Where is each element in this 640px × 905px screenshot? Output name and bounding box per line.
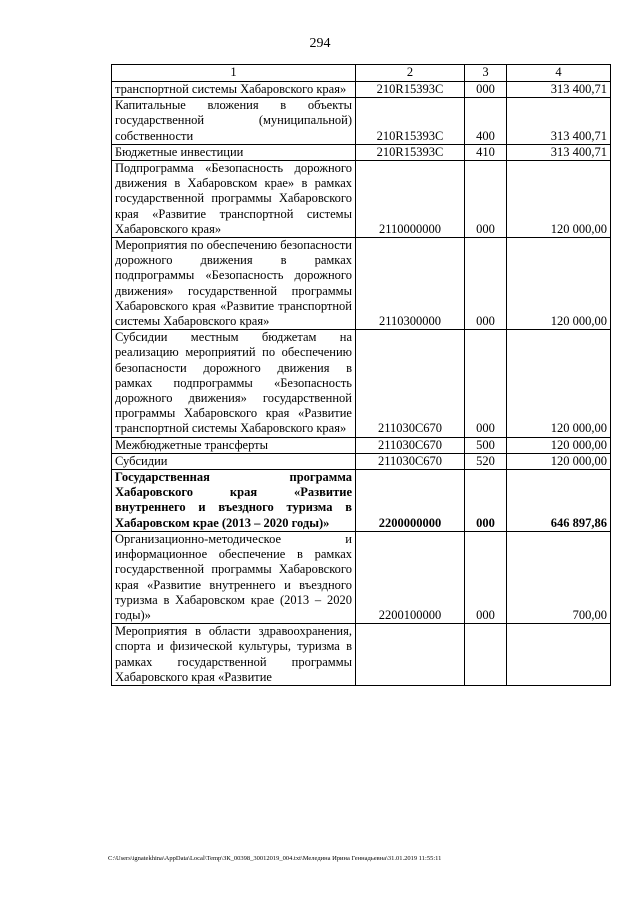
- row-code-cell: 2200100000: [356, 531, 465, 623]
- row-code-cell: 2110000000: [356, 161, 465, 238]
- row-type-cell: [465, 624, 507, 686]
- row-type-cell: 000: [465, 330, 507, 437]
- row-code-cell: 211030С670: [356, 330, 465, 437]
- header-cell-name: 1: [112, 65, 356, 82]
- table-row: [112, 437, 611, 453]
- table-header-row: [112, 65, 611, 82]
- row-name-cell: Бюджетные инвестиции: [112, 144, 356, 160]
- table-row: [112, 238, 611, 330]
- table-row: [112, 161, 611, 238]
- row-code-cell: [356, 624, 465, 686]
- row-amount-cell: 120 000,00: [507, 161, 611, 238]
- header-cell-code: 2: [356, 65, 465, 82]
- row-type-cell: 000: [465, 238, 507, 330]
- row-name-cell: Мероприятия в области здравоохранения, спорта и физической культуры, туризма в рамках государственной программы Хабаровского края «Развитие: [112, 624, 356, 686]
- row-amount-cell: 313 400,71: [507, 82, 611, 98]
- header-cell-type: 3: [465, 65, 507, 82]
- row-amount-cell: 120 000,00: [507, 330, 611, 437]
- row-type-cell: 000: [465, 470, 507, 532]
- row-name-cell: Мероприятия по обеспечению безопасности дорожного движения в рамках подпрограммы «Безопасность дорожного движения» государственной программы Хабаровского края «Развитие транспортной системы Хабаровского края»: [112, 238, 356, 330]
- row-name-cell: Межбюджетные трансферты: [112, 437, 356, 453]
- row-amount-cell: 646 897,86: [507, 470, 611, 532]
- table-row: [112, 144, 611, 160]
- row-amount-cell: [507, 624, 611, 686]
- row-code-cell: 210R15393C: [356, 82, 465, 98]
- row-name-cell: Государственная программа Хабаровского края «Развитие внутреннего и въездного туризма в Хабаровском крае (2013 – 2020 годы)»: [112, 470, 356, 532]
- row-type-cell: 410: [465, 144, 507, 160]
- table-row: [112, 624, 611, 686]
- row-name-cell: Капитальные вложения в объекты государственной (муниципальной) собственности: [112, 98, 356, 145]
- table-row: [112, 82, 611, 98]
- table-row: [112, 330, 611, 437]
- row-code-cell: 211030С670: [356, 453, 465, 469]
- row-type-cell: 520: [465, 453, 507, 469]
- row-name-cell: Подпрограмма «Безопасность дорожного движения в Хабаровском крае» в рамках государственной программы Хабаровского края «Развитие транспортной системы Хабаровского края»: [112, 161, 356, 238]
- table-row: [112, 98, 611, 145]
- row-amount-cell: 120 000,00: [507, 238, 611, 330]
- row-code-cell: 210R15393C: [356, 144, 465, 160]
- row-amount-cell: 313 400,71: [507, 144, 611, 160]
- row-code-cell: 211030С670: [356, 437, 465, 453]
- row-type-cell: 000: [465, 161, 507, 238]
- row-name-cell: Субсидии местным бюджетам на реализацию мероприятий по обеспечению безопасности дорожного движения в рамках подпрограммы «Безопасность дорожного движения» государственной программы Хабаровского края «Развитие транспортной системы Хабаровского края»: [112, 330, 356, 437]
- row-name-cell: Организационно-методическое и информационное обеспечение в рамках государственной программы Хабаровского края «Развитие внутреннего и въездного туризма в Хабаровском крае (2013 – 2020 годы)»: [112, 531, 356, 623]
- table-row: [112, 470, 611, 532]
- header-cell-amount: 4: [507, 65, 611, 82]
- row-type-cell: 000: [465, 531, 507, 623]
- row-amount-cell: 700,00: [507, 531, 611, 623]
- table-row: [112, 453, 611, 469]
- budget-table: [111, 64, 611, 686]
- page-number: 294: [309, 36, 331, 51]
- row-type-cell: 400: [465, 98, 507, 145]
- row-code-cell: 2200000000: [356, 470, 465, 532]
- table-row: [112, 531, 611, 623]
- row-name-cell: транспортной системы Хабаровского края»: [112, 82, 356, 98]
- row-type-cell: 500: [465, 437, 507, 453]
- row-code-cell: 2110300000: [356, 238, 465, 330]
- row-name-cell: Субсидии: [112, 453, 356, 469]
- row-code-cell: 210R15393C: [356, 98, 465, 145]
- document-footer-path: C:\Users\ignatekhina\AppData\Local\Temp\ЗК_00398_30012019_004.txt\Меледина Ирина Геннадьевна\31.01.2019 11:55:11: [108, 855, 442, 862]
- row-type-cell: 000: [465, 82, 507, 98]
- table-body: [112, 82, 611, 686]
- row-amount-cell: 313 400,71: [507, 98, 611, 145]
- row-amount-cell: 120 000,00: [507, 437, 611, 453]
- row-amount-cell: 120 000,00: [507, 453, 611, 469]
